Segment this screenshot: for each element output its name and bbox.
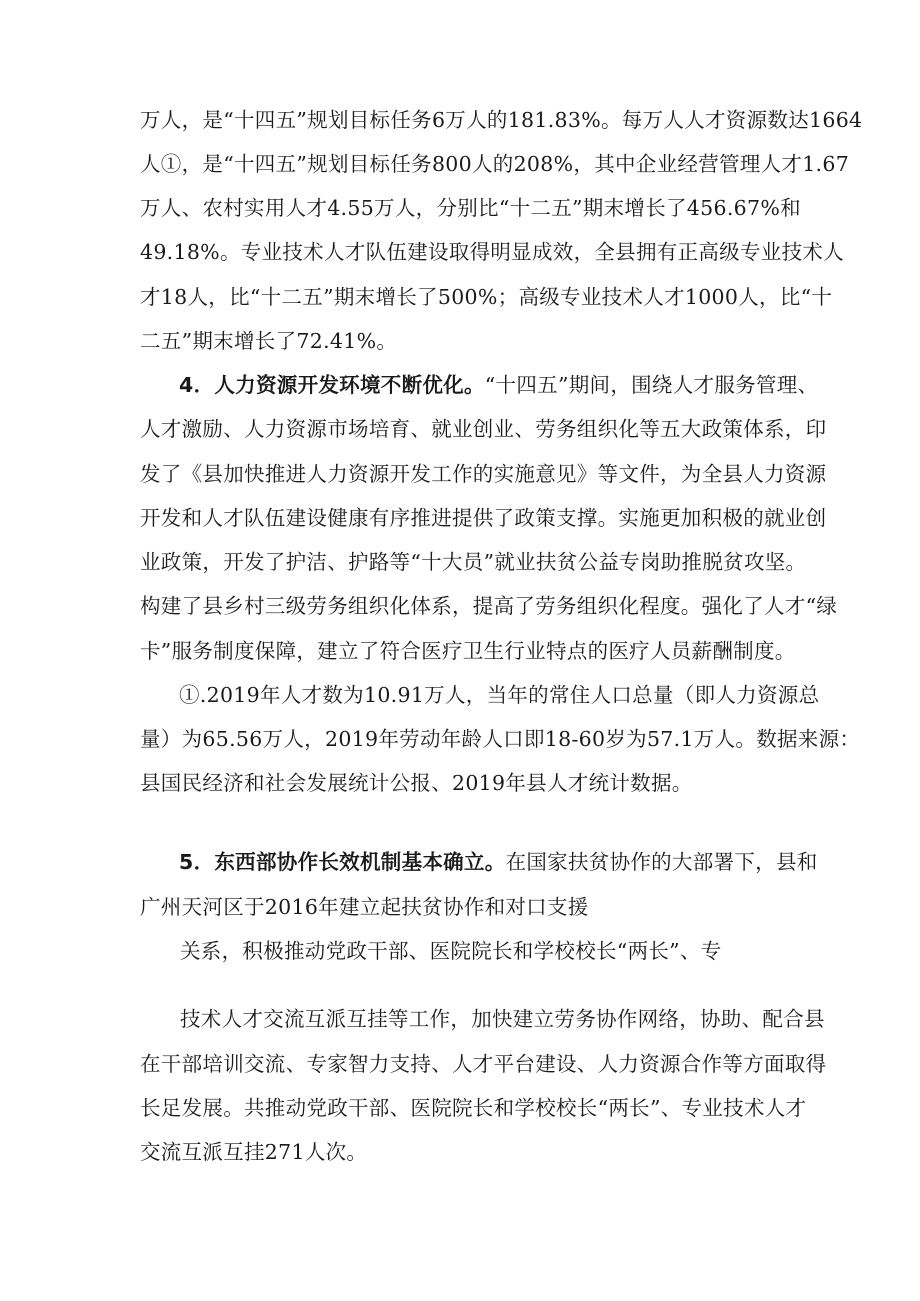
footnote-line: 量）为65.56万人，2019年劳动年龄人口即18-60岁为57.1万人。数据来源： (140, 727, 861, 751)
body-line: 关系，积极推动党政干部、医院院长和学校校长“两长”、专 (180, 939, 722, 963)
section-4-first-line (179, 371, 819, 399)
body-line: 卡”服务制度保障，建立了符合医疗卫生行业特点的医疗人员薪酬制度。 (140, 639, 796, 663)
body-line: 广州天河区于2016年建立起扶贫协作和对口支援 (140, 895, 589, 919)
body-line: 万人、农村实用人才4.55万人，分别比“十二五”期末增长了456.67%和 (140, 196, 801, 220)
body-line: 长足发展。共推动党政干部、医院院长和学校校长“两长”、专业技术人才 (140, 1096, 807, 1120)
body-line: 才18人，比“十二五”期末增长了500%；高级专业技术人才1000人，比“十 (140, 285, 833, 309)
footnote-line: ①.2019年人才数为10.91万人，当年的常住人口总量（即人力资源总 (179, 683, 820, 707)
body-line: 开发和人才队伍建设健康有序推进提供了政策支撑。实施更加积极的就业创 (140, 506, 827, 530)
body-line: 交流互派互挂271人次。 (140, 1140, 368, 1164)
footnote-line: 县国民经济和社会发展统计公报、2019年县人才统计数据。 (140, 771, 693, 795)
section-5-heading: 5．东西部协作长效机制基本确立。 (179, 850, 506, 874)
section-4-heading: 4．人力资源开发环境不断优化。 (179, 373, 485, 397)
body-line: 在干部培训交流、专家智力支持、人才平台建设、人力资源合作等方面取得 (140, 1052, 827, 1076)
body-line: 发了《县加快推进人力资源开发工作的实施意见》等文件，为全县人力资源 (140, 462, 827, 486)
body-line: 技术人才交流互派互挂等工作，加快建立劳务协作网络，协助、配合县 (180, 1007, 825, 1031)
section-5-first-line-text: 在国家扶贫协作的大部署下，县和 (505, 850, 818, 874)
section-4-first-line-text: “十四五”期间，围绕人才服务管理、 (484, 373, 819, 397)
body-line: 人才激励、人力资源市场培育、就业创业、劳务组织化等五大政策体系，印 (140, 417, 827, 441)
body-line: 二五”期末增长了72.41%。 (140, 329, 398, 353)
body-line: 构建了县乡村三级劳务组织化体系，提高了劳务组织化程度。强化了人才“绿 (140, 594, 838, 618)
body-line: 49.18%。专业技术人才队伍建设取得明显成效，全县拥有正高级专业技术人 (140, 240, 844, 264)
body-line: 人①，是“十四五”规划目标任务800人的208%，其中企业经营管理人才1.67 (140, 152, 850, 176)
body-line: 万人，是“十四五”规划目标任务6万人的181.83%。每万人人才资源数达1664 (140, 108, 863, 132)
section-5-first-line (179, 848, 818, 876)
body-line: 业政策，开发了护洁、护路等“十大员”就业扶贫公益专岗助推脱贫攻坚。 (140, 550, 807, 574)
